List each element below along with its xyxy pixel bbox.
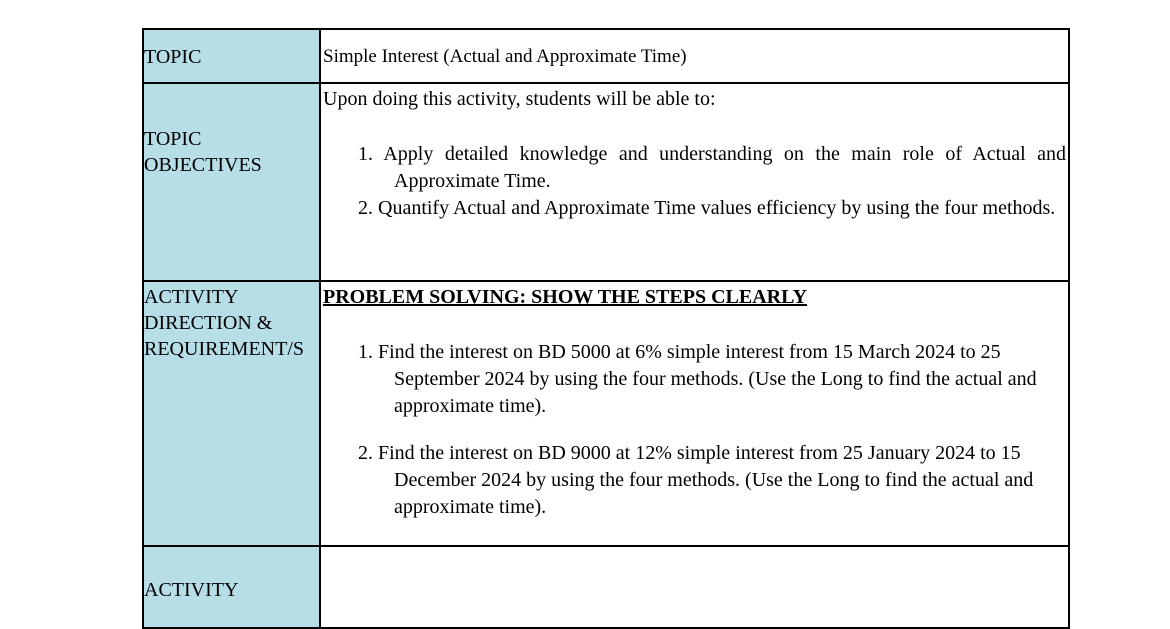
direction-label-line3: REQUIREMENT/S bbox=[144, 338, 304, 360]
table-row-activity bbox=[143, 546, 1069, 628]
table-row-direction bbox=[143, 281, 1069, 546]
direction-label-cell bbox=[143, 281, 320, 546]
objectives-list bbox=[323, 141, 1068, 222]
problem-solving-heading: PROBLEM SOLVING: SHOW THE STEPS CLEARLY bbox=[323, 286, 808, 308]
objectives-label-line2: OBJECTIVES bbox=[144, 154, 262, 176]
activity-sheet bbox=[142, 28, 1070, 629]
topic-value-cell bbox=[320, 29, 1069, 83]
objectives-intro: Upon doing this activity, students will be able to: bbox=[323, 88, 716, 110]
direction-content-cell bbox=[320, 281, 1069, 546]
task-list bbox=[323, 339, 1068, 521]
objective-item: 2. Quantify Actual and Approximate Time values efficiency by using the four methods. bbox=[358, 197, 1056, 219]
topic-label: TOPIC bbox=[144, 46, 202, 68]
table-row-topic bbox=[143, 29, 1069, 83]
activity-label: ACTIVITY bbox=[144, 579, 239, 601]
direction-label-line2: DIRECTION & bbox=[144, 312, 273, 334]
activity-label-cell bbox=[143, 546, 320, 628]
direction-label-line1: ACTIVITY bbox=[144, 286, 239, 308]
task-item: 1. Find the interest on BD 5000 at 6% simple interest from 15 March 2024 to 25 September 2024 by using the four methods. (Use the Long to find the actual and approximate time). bbox=[358, 341, 1037, 417]
topic-label-cell bbox=[143, 29, 320, 83]
objectives-label-cell bbox=[143, 83, 320, 281]
topic-value: Simple Interest (Actual and Approximate Time) bbox=[323, 46, 687, 67]
objectives-content-cell bbox=[320, 83, 1069, 281]
objective-item: 1. Apply detailed knowledge and understanding on the main role of Actual and Approximate Time. bbox=[358, 143, 1066, 192]
activity-table bbox=[142, 28, 1070, 629]
task-item: 2. Find the interest on BD 9000 at 12% simple interest from 25 January 2024 to 15 December 2024 by using the four methods. (Use the Long to find the actual and approximate time). bbox=[358, 442, 1034, 518]
objectives-label-line1: TOPIC bbox=[144, 128, 202, 150]
table-row-objectives bbox=[143, 83, 1069, 281]
activity-content-cell bbox=[320, 546, 1069, 628]
